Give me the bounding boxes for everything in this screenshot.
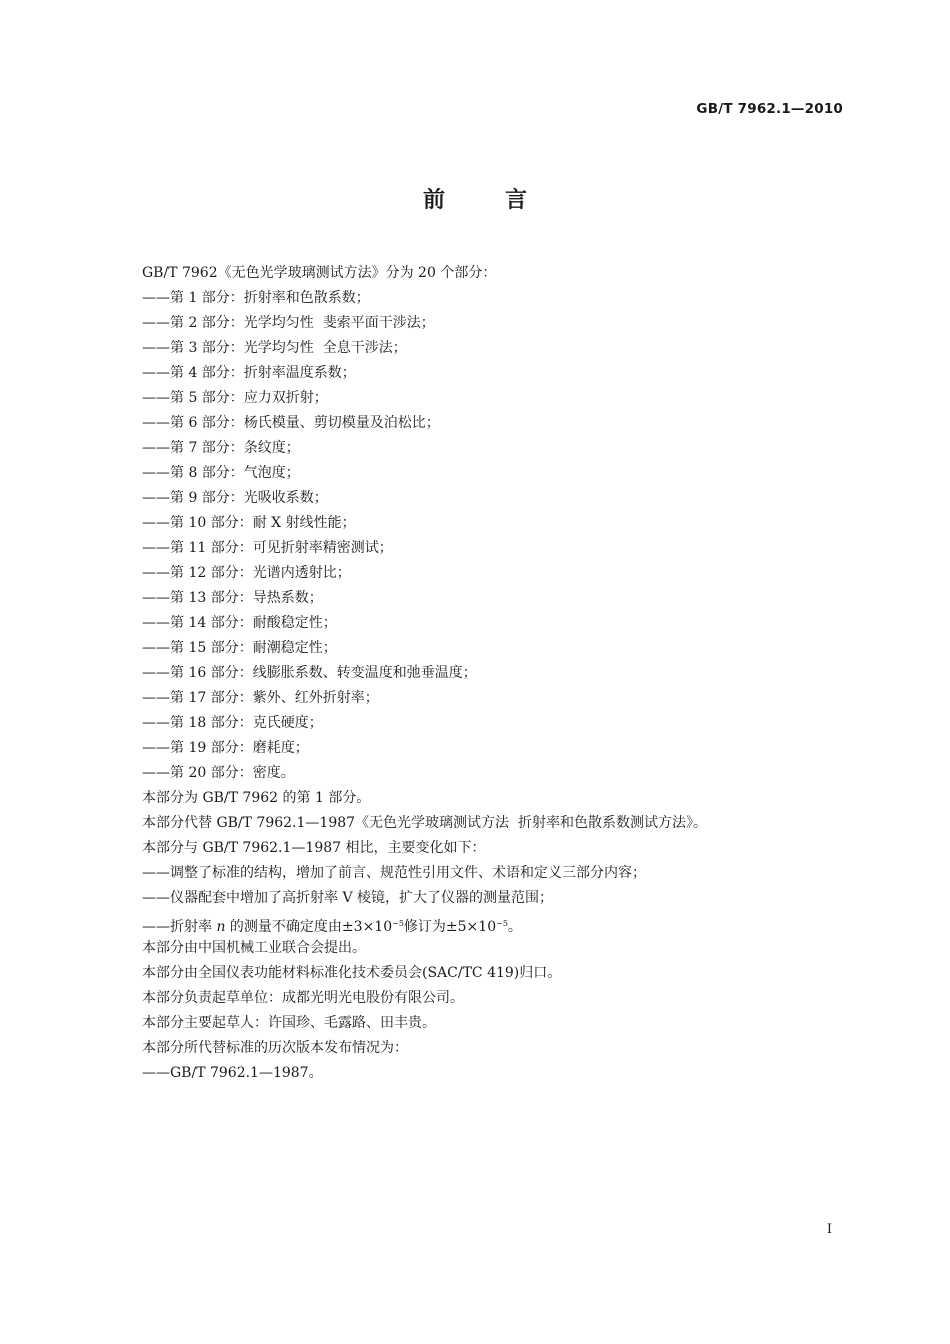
refractive-index-symbol: n	[216, 919, 226, 935]
part-list-item: ——第 17 部分：紫外、红外折射率；	[142, 690, 379, 706]
part-list-item: ——第 20 部分：密度。	[142, 765, 295, 781]
part-list-item: ——第 2 部分：光学均匀性 斐索平面干涉法；	[142, 315, 435, 331]
part-list-item: ——第 19 部分：磨耗度；	[142, 740, 309, 756]
page-title: 前言	[422, 188, 587, 213]
part-list-item: ——第 8 部分：气泡度；	[142, 465, 300, 481]
change-item: ——仪器配套中增加了高折射率 V 棱镜，扩大了仪器的测量范围；	[142, 890, 554, 906]
part-list-item: ——第 13 部分：导热系数；	[142, 590, 323, 606]
part-list-item: ——第 3 部分：光学均匀性 全息干涉法；	[142, 340, 407, 356]
part-list-item: ——第 4 部分：折射率温度系数；	[142, 365, 356, 381]
part-list-item: ——第 9 部分：光吸收系数；	[142, 490, 328, 506]
drafting-unit-line: 本部分负责起草单位：成都光明光电股份有限公司。	[142, 990, 464, 1006]
exponent-2: −5	[496, 919, 508, 928]
part-list-item: ——第 11 部分：可见折射率精密测试；	[142, 540, 393, 556]
part-list-item: ——第 12 部分：光谱内透射比；	[142, 565, 351, 581]
proposed-by-line: 本部分由中国机械工业联合会提出。	[142, 940, 366, 956]
part-list-item: ——第 18 部分：克氏硬度；	[142, 715, 323, 731]
foreword-body	[142, 261, 842, 1086]
history-item: ——GB/T 7962.1—1987。	[142, 1065, 323, 1081]
part-list-item: ——第 7 部分：条纹度；	[142, 440, 300, 456]
standard-code: GB/T 7962.1—2010	[696, 101, 843, 117]
part-list-item: ——第 1 部分：折射率和色散系数；	[142, 290, 370, 306]
change-suffix: 。	[507, 919, 522, 935]
changes-intro-line: 本部分与 GB/T 7962.1—1987 相比，主要变化如下：	[142, 840, 486, 856]
part-list-item: ——第 15 部分：耐潮稳定性；	[142, 640, 337, 656]
part-list-item: ——第 6 部分：杨氏模量、剪切模量及泊松比；	[142, 415, 440, 431]
part-list-item: ——第 10 部分：耐 X 射线性能；	[142, 515, 356, 531]
drafters-line: 本部分主要起草人：许国珍、毛露路、田丰贵。	[142, 1015, 436, 1031]
replaces-line: 本部分代替 GB/T 7962.1—1987《无色光学玻璃测试方法 折射率和色散系数测试方法》。	[142, 815, 707, 831]
intro-line: GB/T 7962《无色光学玻璃测试方法》分为 20 个部分：	[142, 265, 497, 281]
this-part-line: 本部分为 GB/T 7962 的第 1 部分。	[142, 790, 371, 806]
part-list-item: ——第 14 部分：耐酸稳定性；	[142, 615, 337, 631]
change-item-uncertainty	[142, 911, 842, 936]
exponent-1: −5	[392, 919, 404, 928]
change-item: ——调整了标准的结构，增加了前言、规范性引用文件、术语和定义三部分内容；	[142, 865, 646, 881]
part-list-item: ——第 16 部分：线膨胀系数、转变温度和弛垂温度；	[142, 665, 477, 681]
page-number: I	[826, 1222, 832, 1237]
centralized-by-line: 本部分由全国仪表功能材料标准化技术委员会(SAC/TC 419)归口。	[142, 965, 562, 981]
change-prefix: ——折射率	[142, 919, 217, 935]
part-list-item: ——第 5 部分：应力双折射；	[142, 390, 328, 406]
change-mid-2: 修订为±5×10	[403, 919, 497, 935]
history-intro-line: 本部分所代替标准的历次版本发布情况为：	[142, 1040, 408, 1056]
parts-list	[142, 286, 842, 786]
change-mid-1: 的测量不确定度由±3×10	[225, 919, 393, 935]
